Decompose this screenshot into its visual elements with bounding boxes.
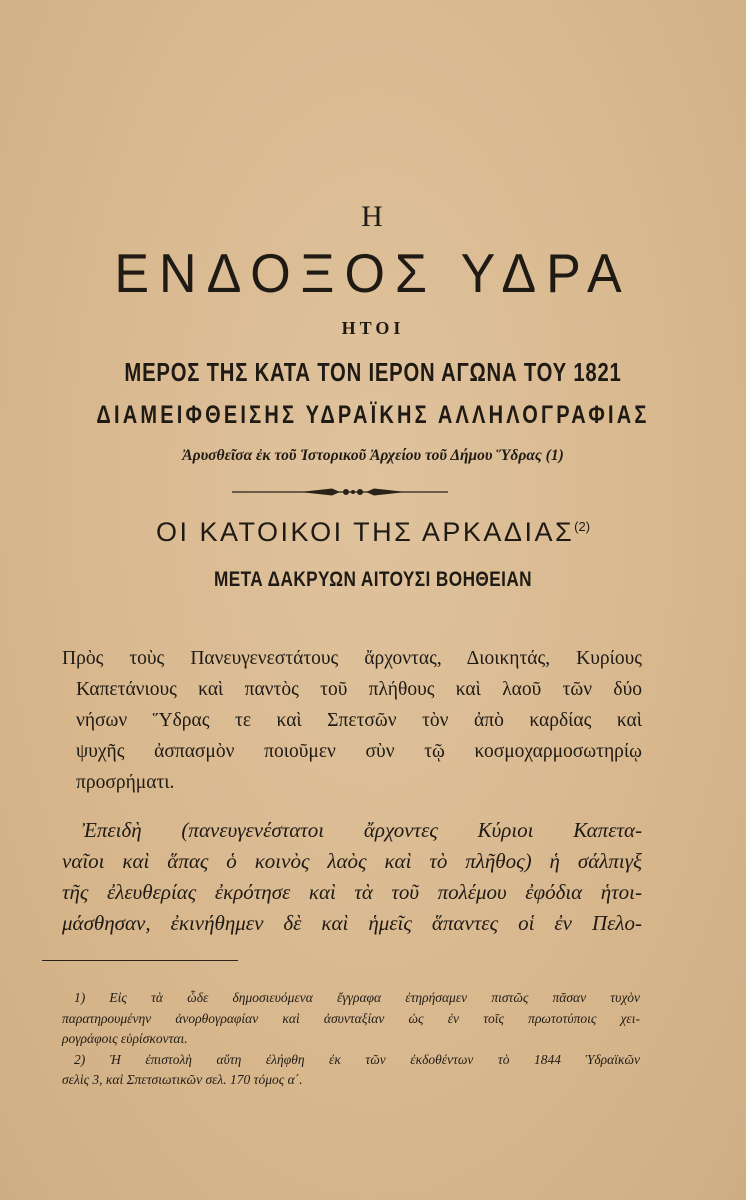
footnotes	[62, 988, 640, 1091]
address-line: ψυχῆς ἀσπασμὸν ποιοῦμεν σὺν τῷ κοσμοχαρμοσωτηρίῳ	[76, 741, 642, 762]
footnote-2-line: σελὶς 3, καὶ Σπετσιωτικῶν σελ. 170 τόμος α΄.	[62, 1072, 303, 1087]
address-paragraph	[62, 643, 642, 798]
address-line: Πρὸς τοὺς Πανευγενεστάτους ἄρχοντας, Διοικητάς, Κυρίους	[62, 648, 642, 669]
body-line: Ἐπειδὴ (πανευγενέστατοι ἄρχοντες Κύριοι Καπετα-	[82, 818, 642, 842]
subtitle-line-2: ΔΙΑΜΕΙΦΘΕΙΣΗΣ ΥΔΡΑΪΚΗΣ ΑΛΛΗΛΟΓΡΑΦΙΑΣ	[96, 401, 650, 429]
title-conjunction: ΗΤΟΙ	[341, 318, 405, 338]
section-title	[0, 517, 746, 548]
body-line: τῆς ἐλευθερίας ἐκρότησε καὶ τὰ τοῦ πολέμου ἐφόδια ἡτοι-	[62, 880, 642, 904]
main-title: ΕΝΔΟΞΟΣ ΥΔΡΑ	[114, 243, 632, 305]
footnote-rule	[42, 960, 238, 961]
subtitle-line-1: ΜΕΡΟΣ ΤΗΣ ΚΑΤΑ ΤΟΝ ΙΕΡΟΝ ΑΓΩΝΑ ΤΟΥ 1821	[124, 357, 622, 387]
footnote-1-line: ρογράφοις εὑρίσκονται.	[62, 1031, 188, 1046]
body-line: μάσθησαν, ἐκινήθημεν δὲ καὶ ἡμεῖς ἅπαντες οἱ ἐν Πελο-	[62, 911, 642, 935]
section-title-footnote-ref: (2)	[574, 519, 591, 534]
footnote-1-line: 1) Εἰς τὰ ὧδε δημοσιευόμενα ἔγγραφα ἐτηρήσαμεν πιστῶς πᾶσαν τυχὸν	[74, 990, 640, 1005]
section-title-text: ΟΙ ΚΑΤΟΙΚΟΙ ΤΗΣ ΑΡΚΑΔΙΑΣ	[155, 517, 575, 547]
source-note: Ἀρυσθεῖσα ἐκ τοῦ Ἱστορικοῦ Ἀρχείου τοῦ Δήμου Ὕδρας (1)	[182, 447, 564, 464]
address-line: νήσων Ὕδρας τε καὶ Σπετσῶν τὸν ἀπὸ καρδίας καὶ	[76, 710, 642, 731]
footnote-1-line: παρατηρουμένην ἀνορθογραφίαν καὶ ἀσυνταξίαν ὡς ἐν τοῖς πρωτοτύποις χει-	[62, 1010, 640, 1026]
body-line: ναῖοι καὶ ἅπας ὁ κοινὸς λαὸς καὶ τὸ πλῆθος) ἡ σάλπιγξ	[62, 849, 642, 873]
title-article: Η	[361, 200, 385, 233]
section-subtitle: ΜΕΤΑ ΔΑΚΡΥΩΝ ΑΙΤΟΥΣΙ ΒΟΗΘΕΙΑΝ	[213, 568, 533, 591]
ornament-divider	[0, 482, 746, 502]
body-paragraph	[62, 815, 642, 939]
address-line: Καπετάνιους καὶ παντὸς τοῦ πλήθους καὶ λαοῦ τῶν δύο	[76, 679, 642, 700]
address-line: προσρήματι.	[76, 772, 175, 793]
footnote-2-line: 2) Ἡ ἐπιστολὴ αὕτη ἐλήφθη ἐκ τῶν ἐκδοθέντων τὸ 1844 Ὑδραϊκῶν	[74, 1051, 640, 1067]
